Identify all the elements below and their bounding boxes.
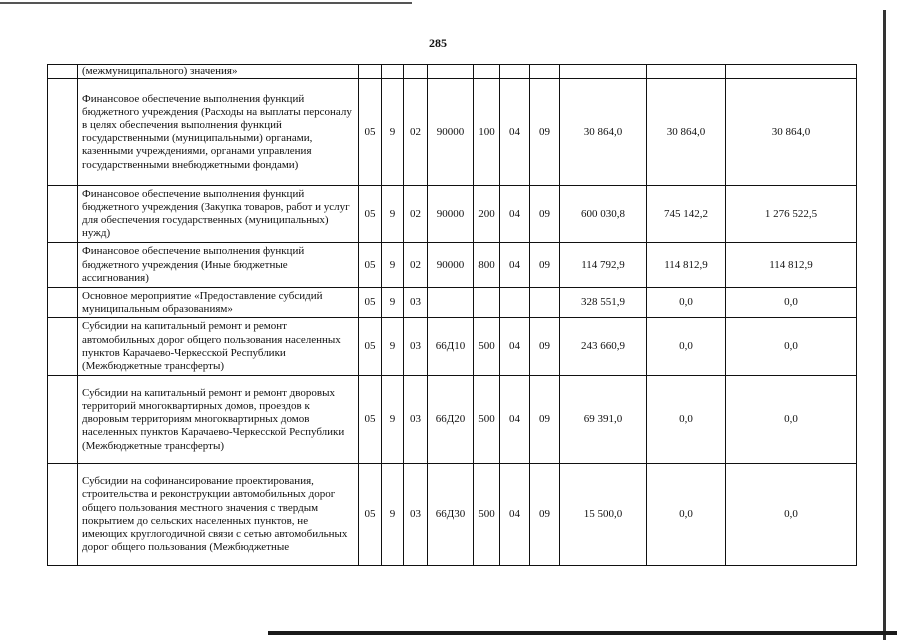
code-cell: 02 — [404, 79, 428, 186]
code-cell: 05 — [359, 376, 382, 464]
code-cell: 03 — [404, 288, 428, 318]
amount-cell — [647, 65, 726, 79]
amount-cell: 30 864,0 — [647, 79, 726, 186]
scan-bottom-rule — [268, 631, 897, 635]
code-cell: 66Д20 — [428, 376, 474, 464]
table-row — [48, 288, 857, 318]
amount-cell: 69 391,0 — [560, 376, 647, 464]
amount-cell: 0,0 — [647, 288, 726, 318]
table-row — [48, 65, 857, 79]
row-number-cell — [48, 79, 78, 186]
amount-cell: 114 792,9 — [560, 243, 647, 288]
code-cell: 500 — [474, 376, 500, 464]
row-number-cell — [48, 464, 78, 566]
item-name-cell: Субсидии на капитальный ремонт и ремонт дворовых территорий многоквартирных домов, проездов к дворовым территориям многоквартирных домов населенных пунктов Карачаево-Черкесской Республики (Межбюджетные трансферты) — [78, 376, 359, 464]
code-cell — [428, 288, 474, 318]
amount-cell: 328 551,9 — [560, 288, 647, 318]
code-cell: 9 — [382, 243, 404, 288]
code-cell: 04 — [500, 79, 530, 186]
item-name-cell: Финансовое обеспечение выполнения функций бюджетного учреждения (Закупка товаров, работ и услуг для обеспечения государственных (муниципальных) нужд) — [78, 186, 359, 243]
code-cell — [474, 288, 500, 318]
code-cell: 05 — [359, 288, 382, 318]
code-cell: 04 — [500, 464, 530, 566]
item-name-cell: Финансовое обеспечение выполнения функций бюджетного учреждения (Иные бюджетные ассигнования) — [78, 243, 359, 288]
scan-top-rule — [0, 2, 412, 4]
row-number-cell — [48, 243, 78, 288]
code-cell: 04 — [500, 376, 530, 464]
code-cell: 09 — [530, 464, 560, 566]
page-number: 285 — [429, 36, 447, 50]
amount-cell: 0,0 — [647, 464, 726, 566]
amount-cell: 114 812,9 — [726, 243, 857, 288]
table-row — [48, 79, 857, 186]
amount-cell: 600 030,8 — [560, 186, 647, 243]
amount-cell: 114 812,9 — [647, 243, 726, 288]
budget-table — [47, 64, 857, 566]
amount-cell: 0,0 — [647, 376, 726, 464]
amount-cell: 0,0 — [726, 288, 857, 318]
amount-cell: 0,0 — [726, 376, 857, 464]
code-cell — [359, 65, 382, 79]
amount-cell: 30 864,0 — [726, 79, 857, 186]
code-cell: 05 — [359, 318, 382, 376]
code-cell: 09 — [530, 79, 560, 186]
code-cell: 9 — [382, 186, 404, 243]
item-name-cell: Основное мероприятие «Предоставление субсидий муниципальным образованиям» — [78, 288, 359, 318]
code-cell — [530, 288, 560, 318]
amount-cell: 0,0 — [726, 318, 857, 376]
amount-cell — [560, 65, 647, 79]
code-cell: 9 — [382, 79, 404, 186]
code-cell — [500, 65, 530, 79]
amount-cell: 0,0 — [647, 318, 726, 376]
code-cell: 500 — [474, 464, 500, 566]
table-row — [48, 376, 857, 464]
amount-cell: 1 276 522,5 — [726, 186, 857, 243]
code-cell: 04 — [500, 318, 530, 376]
code-cell — [500, 288, 530, 318]
table-row — [48, 186, 857, 243]
code-cell: 09 — [530, 318, 560, 376]
code-cell: 03 — [404, 464, 428, 566]
row-number-cell — [48, 318, 78, 376]
code-cell: 9 — [382, 376, 404, 464]
code-cell: 04 — [500, 243, 530, 288]
row-number-cell — [48, 376, 78, 464]
amount-cell: 15 500,0 — [560, 464, 647, 566]
table-row — [48, 464, 857, 566]
code-cell: 04 — [500, 186, 530, 243]
code-cell: 03 — [404, 318, 428, 376]
code-cell — [474, 65, 500, 79]
table-row — [48, 243, 857, 288]
code-cell: 800 — [474, 243, 500, 288]
code-cell: 05 — [359, 243, 382, 288]
amount-cell: 745 142,2 — [647, 186, 726, 243]
code-cell: 90000 — [428, 186, 474, 243]
item-name-cell: Субсидии на софинансирование проектирования, строительства и реконструкции автомобильных дорог общего пользования местного значения с твердым покрытием до сельских населенных пунктов, не имеющих круглогодичной связи с сетью автомобильных дорог общего пользования (Межбюджетные — [78, 464, 359, 566]
code-cell: 05 — [359, 464, 382, 566]
amount-cell: 243 660,9 — [560, 318, 647, 376]
row-number-cell — [48, 288, 78, 318]
amount-cell — [726, 65, 857, 79]
code-cell — [428, 65, 474, 79]
code-cell: 66Д10 — [428, 318, 474, 376]
code-cell: 9 — [382, 288, 404, 318]
code-cell: 09 — [530, 243, 560, 288]
code-cell: 90000 — [428, 79, 474, 186]
code-cell: 09 — [530, 376, 560, 464]
item-name-cell: (межмуниципального) значения» — [78, 65, 359, 79]
code-cell: 09 — [530, 186, 560, 243]
code-cell — [404, 65, 428, 79]
row-number-cell — [48, 65, 78, 79]
code-cell: 02 — [404, 186, 428, 243]
code-cell — [530, 65, 560, 79]
code-cell — [382, 65, 404, 79]
amount-cell: 0,0 — [726, 464, 857, 566]
code-cell: 66Д30 — [428, 464, 474, 566]
code-cell: 05 — [359, 186, 382, 243]
code-cell: 9 — [382, 318, 404, 376]
code-cell: 03 — [404, 376, 428, 464]
code-cell: 200 — [474, 186, 500, 243]
row-number-cell — [48, 186, 78, 243]
item-name-cell: Субсидии на капитальный ремонт и ремонт автомобильных дорог общего пользования населенных пунктов Карачаево-Черкесской Республики (Межбюджетные трансферты) — [78, 318, 359, 376]
table-row — [48, 318, 857, 376]
scan-right-edge — [883, 10, 886, 640]
amount-cell: 30 864,0 — [560, 79, 647, 186]
code-cell: 100 — [474, 79, 500, 186]
code-cell: 500 — [474, 318, 500, 376]
item-name-cell: Финансовое обеспечение выполнения функций бюджетного учреждения (Расходы на выплаты персоналу в целях обеспечения выполнения функций государственными (муниципальными) органами, казенными учреждениями, органами управления государственными внебюджетными фондами) — [78, 79, 359, 186]
code-cell: 05 — [359, 79, 382, 186]
code-cell: 90000 — [428, 243, 474, 288]
code-cell: 9 — [382, 464, 404, 566]
code-cell: 02 — [404, 243, 428, 288]
